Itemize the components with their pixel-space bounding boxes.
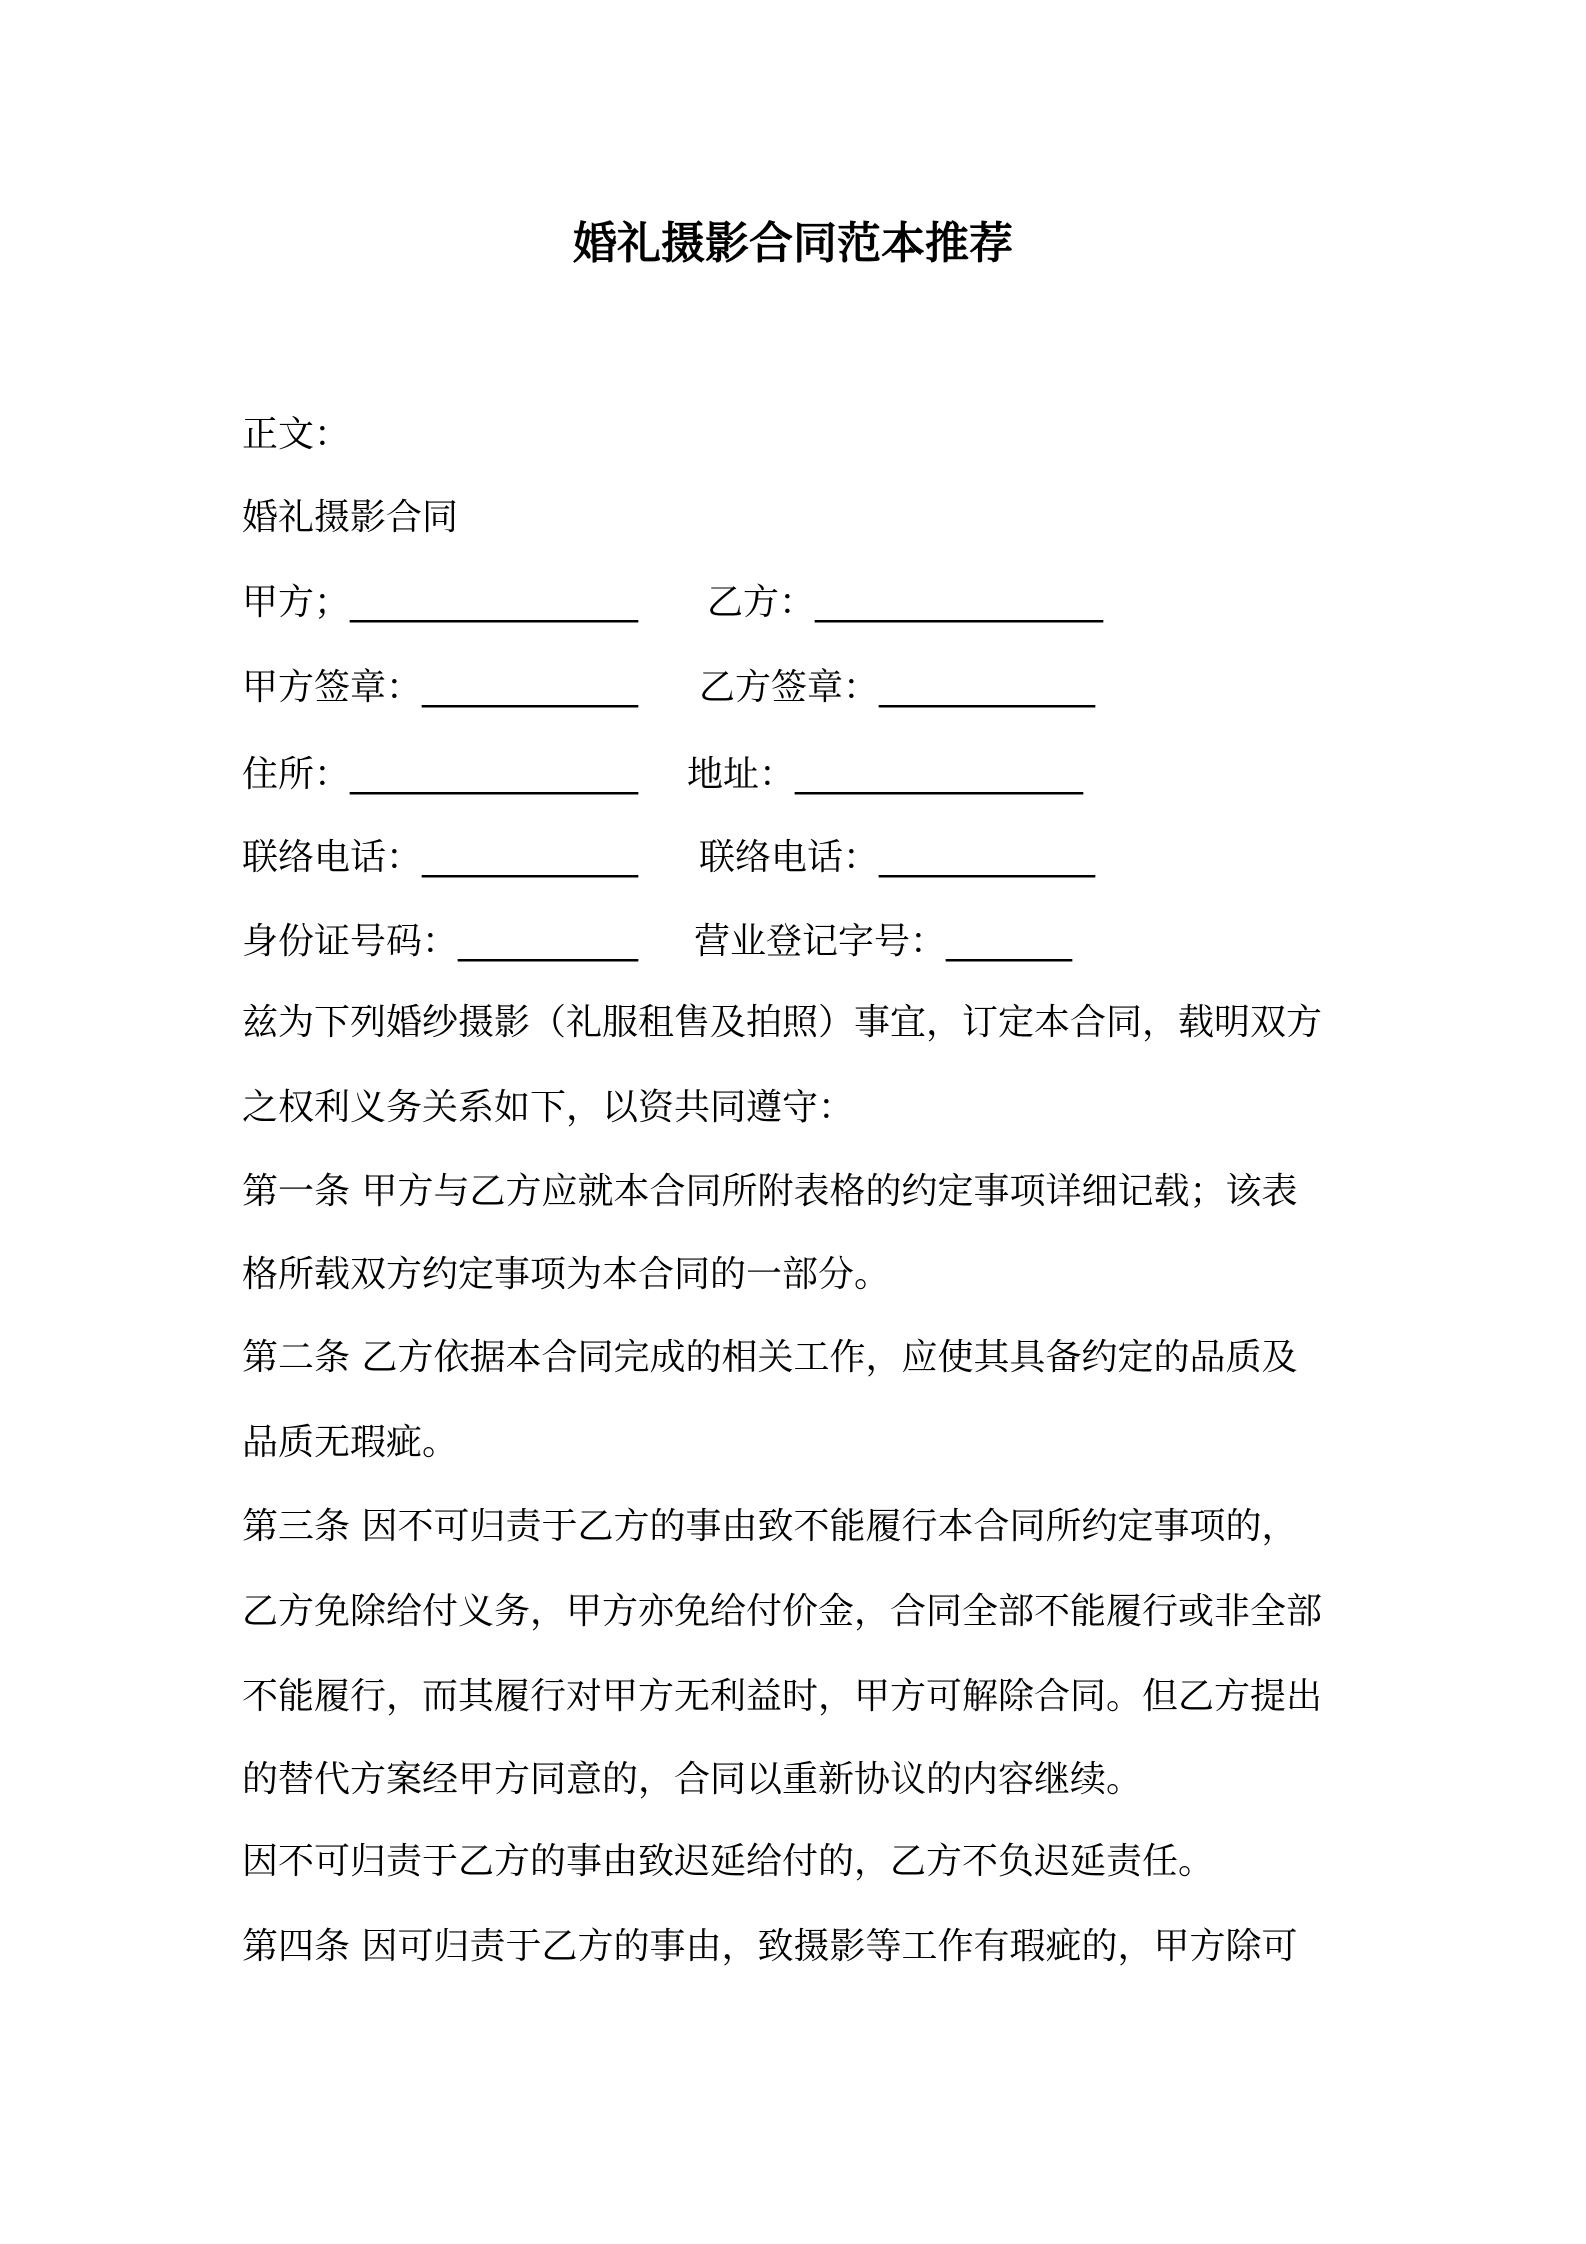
paragraph-line: 不能履行，而其履行对甲方无利益时，甲方可解除合同。但乙方提出 <box>242 1676 1323 1717</box>
address-row <box>242 750 1362 800</box>
paragraph-line: 第三条 因不可归责于乙方的事由致不能履行本合同所约定事项的， <box>242 1506 1298 1547</box>
id-row <box>242 917 1362 967</box>
business-reg-field: 营业登记字号：_______ <box>694 921 1073 962</box>
paragraph-line: 乙方免除给付义务，甲方亦免给付价金，合同全部不能履行或非全部 <box>242 1591 1323 1632</box>
paragraph-line: 的替代方案经甲方同意的，合同以重新协议的内容继续。 <box>242 1759 1143 1800</box>
party-b-field: 乙方：________________ <box>707 582 1104 623</box>
signature-row <box>242 663 1362 713</box>
intro-label: 正文： <box>242 414 351 455</box>
paragraph-line: 格所载双方约定事项为本合同的一部分。 <box>242 1254 891 1295</box>
residence-field: 住所：________________ <box>242 754 639 795</box>
party-a-field: 甲方；________________ <box>242 582 639 623</box>
party-b-sign-field: 乙方签章：____________ <box>699 667 1096 708</box>
paragraph-line: 品质无瑕疵。 <box>242 1422 459 1463</box>
phone-a-field: 联络电话：____________ <box>242 837 639 878</box>
paragraph-line: 第一条 甲方与乙方应就本合同所附表格的约定事项详细记载；该表 <box>242 1171 1298 1212</box>
phone-row <box>242 833 1362 883</box>
paragraph-line: 第二条 乙方依据本合同完成的相关工作，应使其具备约定的品质及 <box>242 1337 1298 1378</box>
paragraph-line: 兹为下列婚纱摄影（礼服租售及拍照）事宜，订定本合同，载明双方 <box>242 1002 1323 1043</box>
document-title: 婚礼摄影合同范本推荐 <box>573 218 1013 269</box>
id-number-field: 身份证号码：__________ <box>242 921 639 962</box>
paragraph-line: 因不可归责于乙方的事由致迟延给付的，乙方不负迟延责任。 <box>242 1841 1215 1882</box>
paragraph-line: 之权利义务关系如下，以资共同遵守： <box>242 1087 855 1128</box>
phone-b-field: 联络电话：____________ <box>699 837 1096 878</box>
paragraph-line: 第四条 因可归责于乙方的事由，致摄影等工作有瑕疵的，甲方除可 <box>242 1926 1298 1967</box>
address-field: 地址：________________ <box>687 754 1084 795</box>
party-row <box>242 578 1362 628</box>
party-a-sign-field: 甲方签章：____________ <box>242 667 639 708</box>
contract-name: 婚礼摄影合同 <box>242 497 459 538</box>
